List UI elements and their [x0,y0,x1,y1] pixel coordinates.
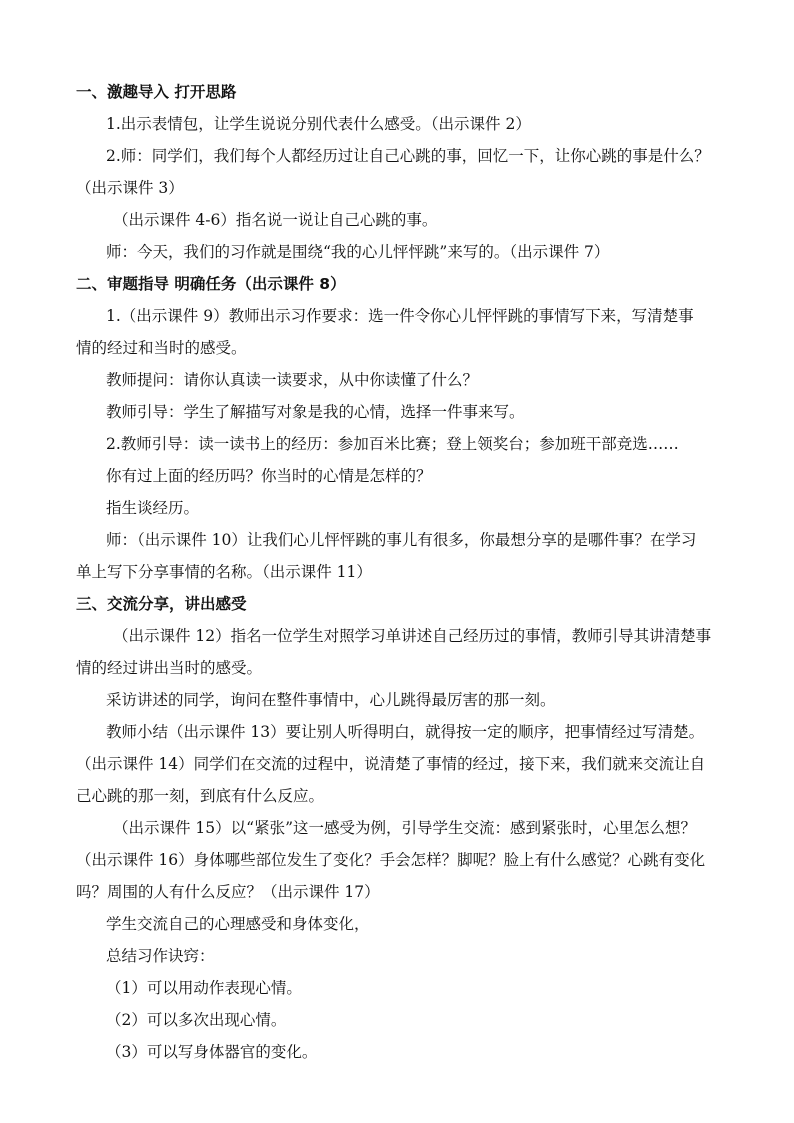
paragraph-line: 情的经过讲出当时的感受。 [76,659,263,677]
paragraph-line: （出示课件 14）同学们在交流的过程中，说清楚了事情的经过，接下来，我们就来交流让自 [76,755,706,773]
paragraph-line: （出示课件 15）以“紧张”这一感受为例，引导学生交流：感到紧张时，心里怎么想？ [113,819,697,837]
paragraph-line: 总结习作诀窍： [106,947,215,965]
paragraph-line: 师：（出示课件 10）让我们心儿怦怦跳的事儿有很多，你最想分享的是哪件事？在学习 [106,531,697,549]
list-item: （1）可以用动作表现心情。 [106,979,302,997]
paragraph-line: 单上写下分享事情的名称。（出示课件 11） [76,563,372,581]
paragraph-line: 2.师：同学们，我们每个人都经历过让自己心跳的事，回忆一下，让你心跳的事是什么？ [106,147,710,165]
list-item: （2）可以多次出现心情。 [106,1011,287,1029]
paragraph-line: 指生谈经历。 [106,499,200,517]
paragraph-line: 学生交流自己的心理感受和身体变化， [106,915,370,933]
paragraph-line: 情的经过和当时的感受。 [76,339,247,357]
paragraph-line: 教师提问：请你认真读一读要求，从中你读懂了什么？ [106,371,479,389]
section-heading-1: 一、激趣导入 打开思路 [76,83,237,101]
paragraph-line: 师：今天，我们的习作就是围绕“我的心儿怦怦跳”来写的。（出示课件 7） [106,243,610,261]
list-item: （3）可以写身体器官的变化。 [106,1043,318,1061]
paragraph-line: 2.教师引导：读一读书上的经历：参加百米比赛；登上领奖台；参加班干部竞选…… [106,435,679,453]
paragraph-line: （出示课件 3） [76,179,184,197]
paragraph-line: （出示课件 16）身体哪些部位发生了变化？手会怎样？脚呢？脸上有什么感觉？心跳有变化 [76,851,706,869]
paragraph-line: 教师小结（出示课件 13）要让别人听得明白，就得按一定的顺序，把事情经过写清楚。 [106,723,705,741]
paragraph-line: 1.出示表情包，让学生说说分别代表什么感受。（出示课件 2） [106,115,531,133]
paragraph-line: 1.（出示课件 9）教师出示习作要求：选一件令你心儿怦怦跳的事情写下来，写清楚事 [106,307,694,325]
section-heading-2: 二、审题指导 明确任务（出示课件 8） [76,275,346,293]
paragraph-line: （出示课件 12）指名一位学生对照学习单讲述自己经历过的事情，教师引导其讲清楚事 [113,627,712,645]
paragraph-line: 吗？周围的人有什么反应？（出示课件 17） [76,883,380,901]
paragraph-line: （出示课件 4-6）指名说一说让自己心跳的事。 [113,211,438,229]
paragraph-line: 采访讲述的同学，询问在整件事情中，心儿跳得最厉害的那一刻。 [106,691,556,709]
paragraph-line: 教师引导：学生了解描写对象是我的心情，选择一件事来写。 [106,403,525,421]
paragraph-line: 你有过上面的经历吗？你当时的心情是怎样的？ [106,467,432,485]
section-heading-3: 三、交流分享，讲出感受 [76,595,247,613]
paragraph-line: 己心跳的那一刻，到底有什么反应。 [76,787,325,805]
